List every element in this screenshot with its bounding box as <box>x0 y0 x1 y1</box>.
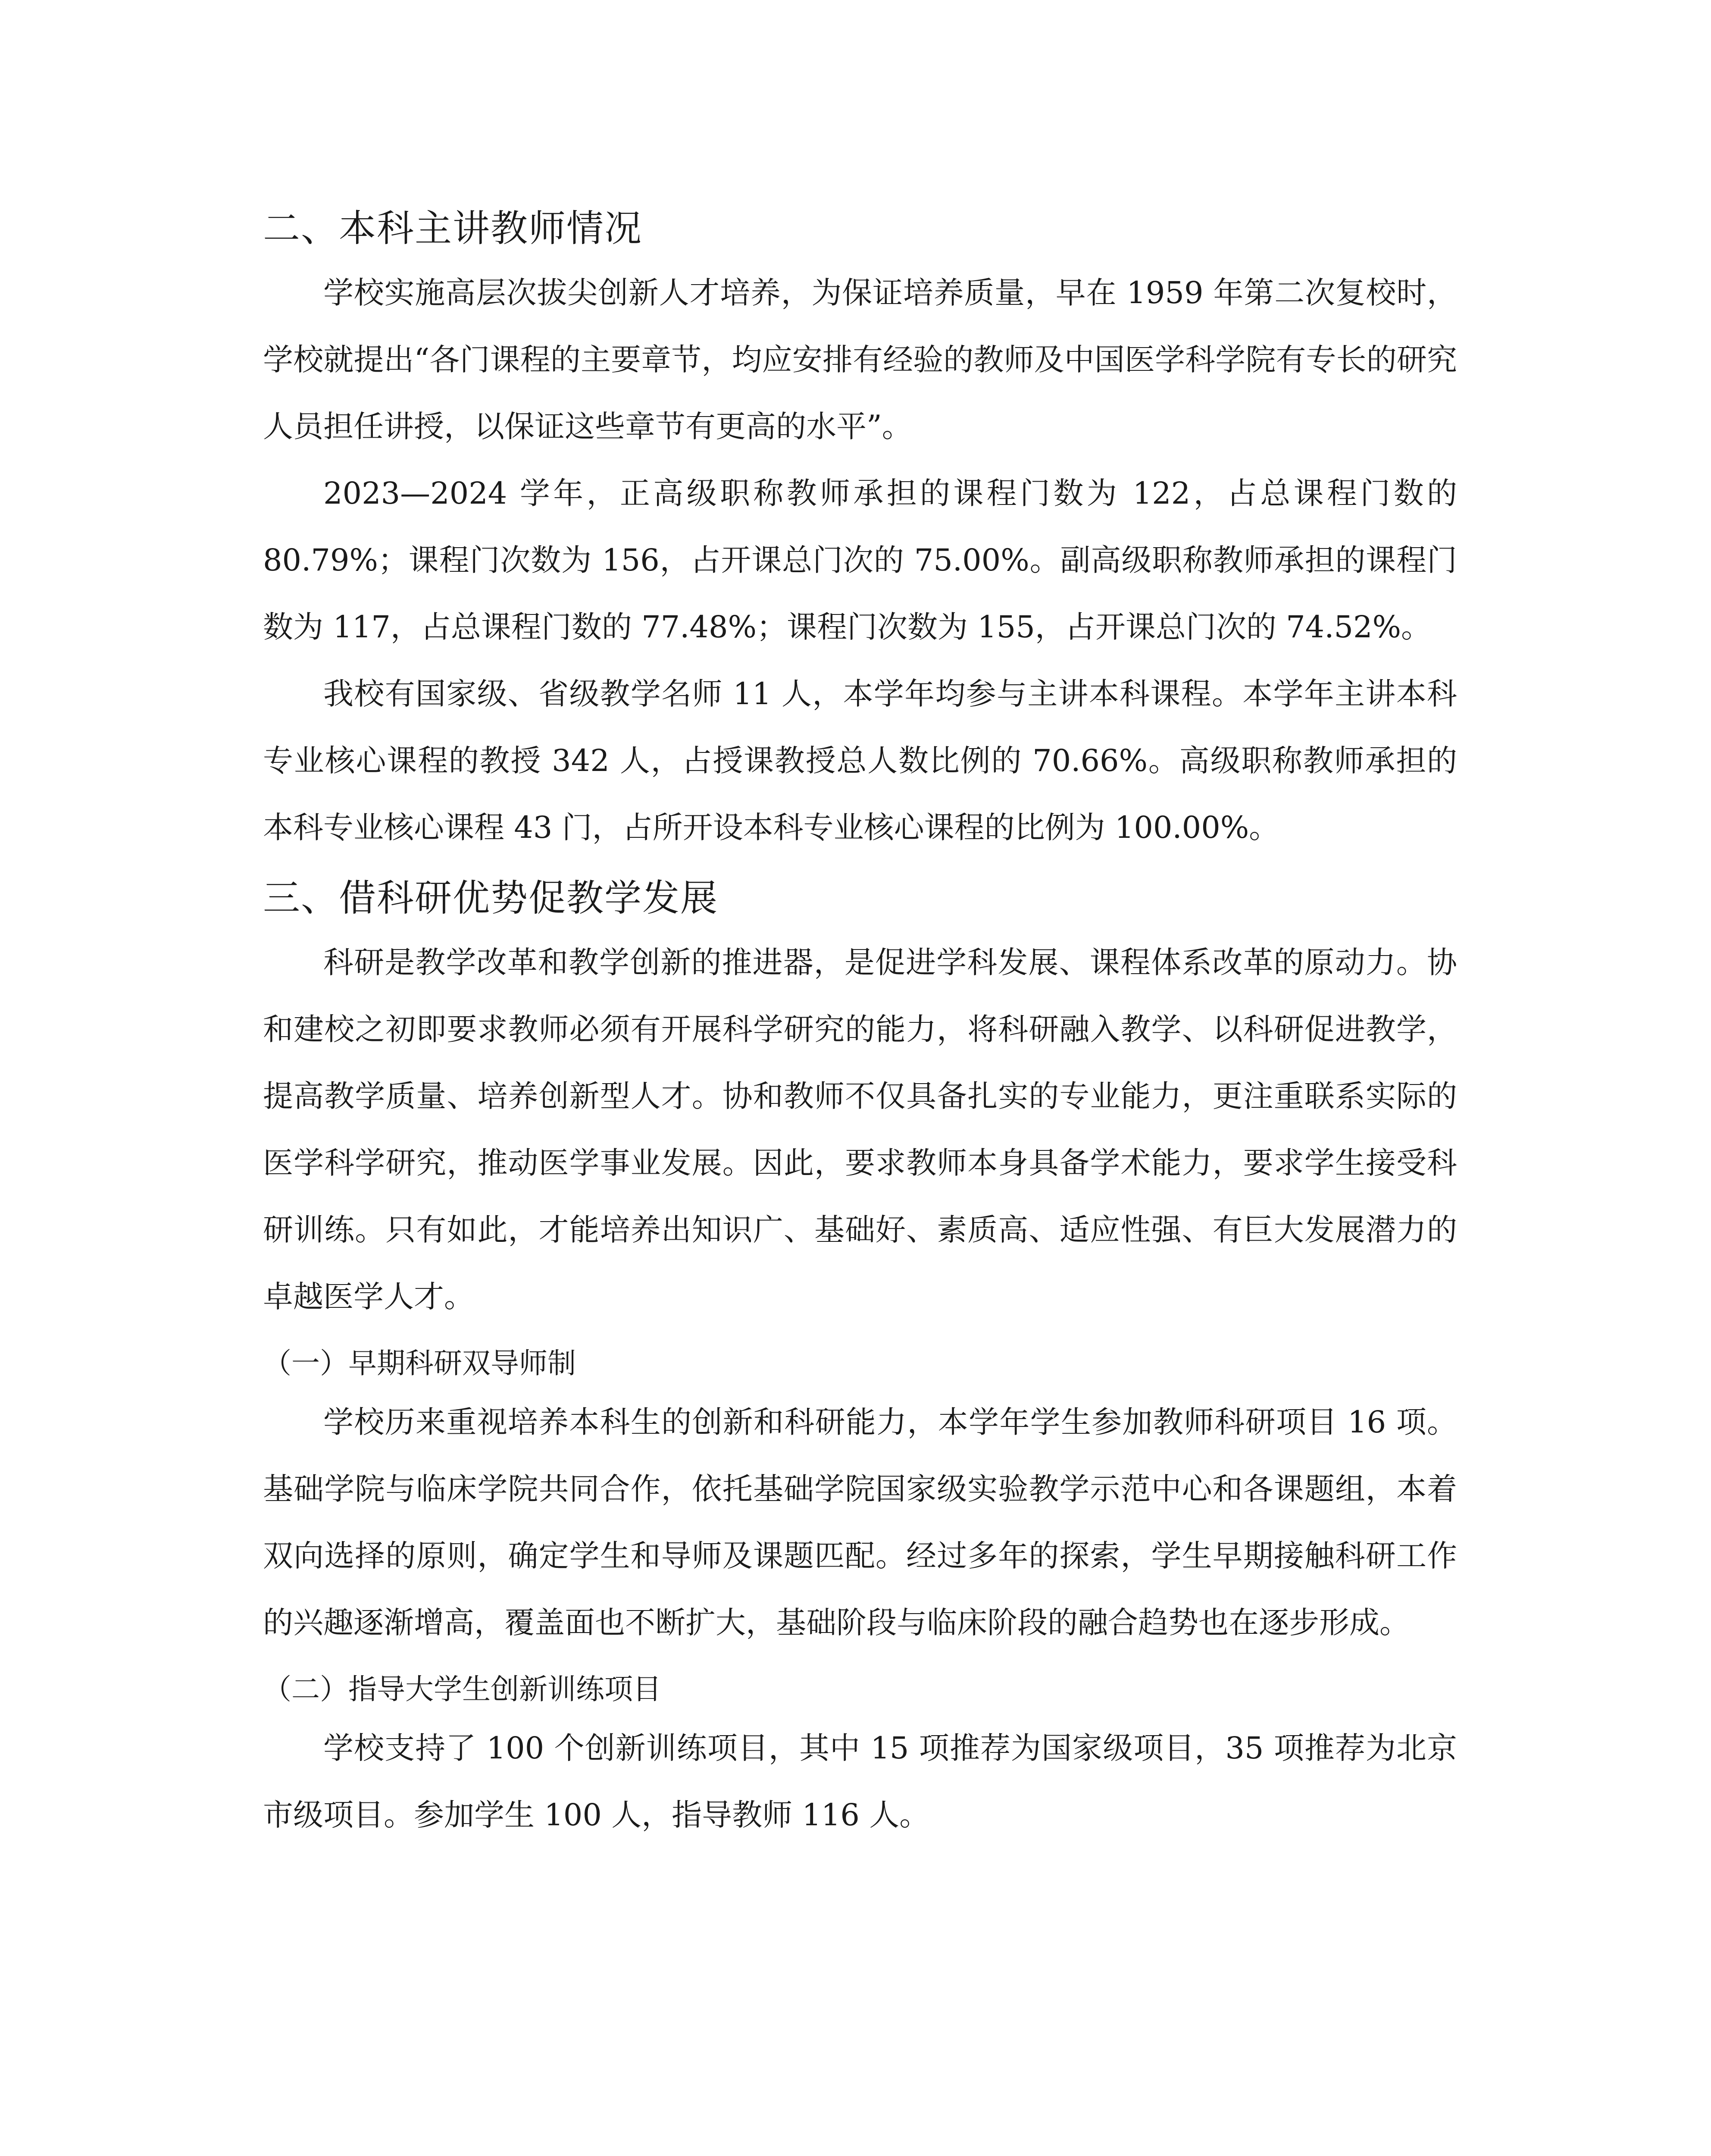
paragraph: 学校历来重视培养本科生的创新和科研能力，本学年学生参加教师科研项目 16 项。基础学院与临床学院共同合作，依托基础学院国家级实验教学示范中心和各课题组，本着双向选择的原则，确定学生和导师及课题匹配。经过多年的探索，学生早期接触科研工作的兴趣逐渐增高，覆盖面也不断扩大，基础阶段与临床阶段的融合趋势也在逐步形成。 <box>263 1404 1457 1640</box>
section-heading-teachers: 二、本科主讲教师情况 <box>263 207 642 250</box>
paragraph: 科研是教学改革和教学创新的推进器，是促进学科发展、课程体系改革的原动力。协和建校之初即要求教师必须有开展科学研究的能力，将科研融入教学、以科研促进教学，提高教学质量、培养创新型人才。协和教师不仅具备扎实的专业能力，更注重联系实际的医学科学研究，推动医学事业发展。因此，要求教师本身具备学术能力，要求学生接受科研训练。只有如此，才能培养出知识广、基础好、素质高、适应性强、有巨大发展潜力的卓越医学人才。 <box>263 945 1457 1314</box>
paragraph: 2023—2024 学年，正高级职称教师承担的课程门数为 122，占总课程门数的 80.79%；课程门次数为 156，占开课总门次的 75.00%。副高级职称教师承担的课程门数为 117，占总课程门数的 77.48%；课程门次数为 155，占开课总门次的 74.52%。 <box>263 476 1457 645</box>
paragraph: 学校实施高层次拔尖创新人才培养，为保证培养质量，早在 1959 年第二次复校时，学校就提出“各门课程的主要章节，均应安排有经验的教师及中国医学科学院有专长的研究人员担任讲授，以保证这些章节有更高的水平”。 <box>263 275 1457 444</box>
paragraph: 学校支持了 100 个创新训练项目，其中 15 项推荐为国家级项目，35 项推荐为北京市级项目。参加学生 100 人，指导教师 116 人。 <box>263 1730 1457 1833</box>
subsection-heading-dual-mentor: （一）早期科研双导师制 <box>263 1347 576 1380</box>
paragraph: 我校有国家级、省级教学名师 11 人，本学年均参与主讲本科课程。本学年主讲本科专业核心课程的教授 342 人，占授课教授总人数比例的 70.66%。高级职称教师承担的本科专业核心课程 43 门，占所开设本科专业核心课程的比例为 100.00%。 <box>263 676 1457 845</box>
page-content <box>263 203 1457 1849</box>
section-heading-research: 三、借科研优势促教学发展 <box>263 877 718 920</box>
subsection-heading-innovation-training: （二）指导大学生创新训练项目 <box>263 1673 661 1706</box>
